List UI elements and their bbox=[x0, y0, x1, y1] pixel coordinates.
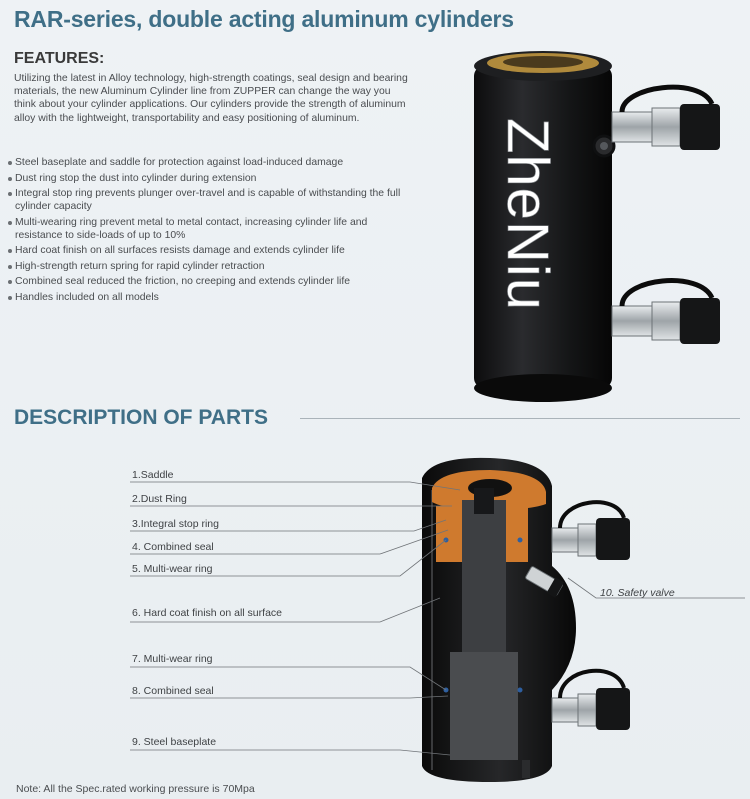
features-intro: Utilizing the latest in Alloy technology, high-strength coatings, seal design and bearing materials, the new Aluminum Cylinder line from ZUPPER can change the way you think about your cylinder applications. Our cylinders provide the strength of aluminum alloy with the lightweight, transportability and easy positioning of aluminum. bbox=[14, 73, 408, 124]
part-label-multi-wear-ring-2: 7. Multi-wear ring bbox=[132, 653, 213, 665]
list-item: High-strength return spring for rapid cylinder retraction bbox=[8, 260, 408, 273]
part-label-combined-seal: 4. Combined seal bbox=[132, 541, 214, 553]
part-label-combined-seal-2: 8. Combined seal bbox=[132, 685, 214, 697]
footer-note: Note: All the Spec.rated working pressure is 70Mpa bbox=[16, 783, 255, 795]
watermark-text: ZheNiu bbox=[495, 118, 560, 311]
parts-heading: DESCRIPTION OF PARTS bbox=[14, 406, 268, 429]
list-item: Steel baseplate and saddle for protection against load-induced damage bbox=[8, 156, 408, 169]
upper-coupler-icon bbox=[612, 87, 720, 150]
part-label-dust-ring: 2.Dust Ring bbox=[132, 493, 187, 505]
part-label-hard-coat: 6. Hard coat finish on all surface bbox=[132, 607, 282, 619]
features-heading: FEATURES: bbox=[14, 50, 105, 67]
lower-coupler-icon bbox=[612, 281, 720, 344]
page-title: RAR-series, double acting aluminum cylinders bbox=[14, 6, 514, 32]
list-item: Integral stop ring prevents plunger over-travel and is capable of withstanding the full cylinder capacity bbox=[8, 187, 408, 213]
part-label-stop-ring: 3.Integral stop ring bbox=[132, 518, 219, 530]
list-item: Hard coat finish on all surfaces resists damage and extends cylinder life bbox=[8, 244, 408, 257]
cutaway-diagram bbox=[422, 458, 630, 782]
list-item: Multi-wearing ring prevent metal to metal contact, increasing cylinder life and resistance to side-loads of up to 10% bbox=[8, 216, 408, 242]
section-divider bbox=[300, 418, 740, 419]
part-label-multi-wear-ring: 5. Multi-wear ring bbox=[132, 563, 213, 575]
list-item: Handles included on all models bbox=[8, 291, 408, 304]
list-item: Dust ring stop the dust into cylinder during extension bbox=[8, 172, 408, 185]
part-label-saddle: 1.Saddle bbox=[132, 469, 174, 481]
part-label-baseplate: 9. Steel baseplate bbox=[132, 736, 217, 748]
list-item: Combined seal reduced the friction, no creeping and extends cylinder life bbox=[8, 275, 408, 288]
part-label-safety-valve: 10. Safety valve bbox=[600, 587, 675, 599]
